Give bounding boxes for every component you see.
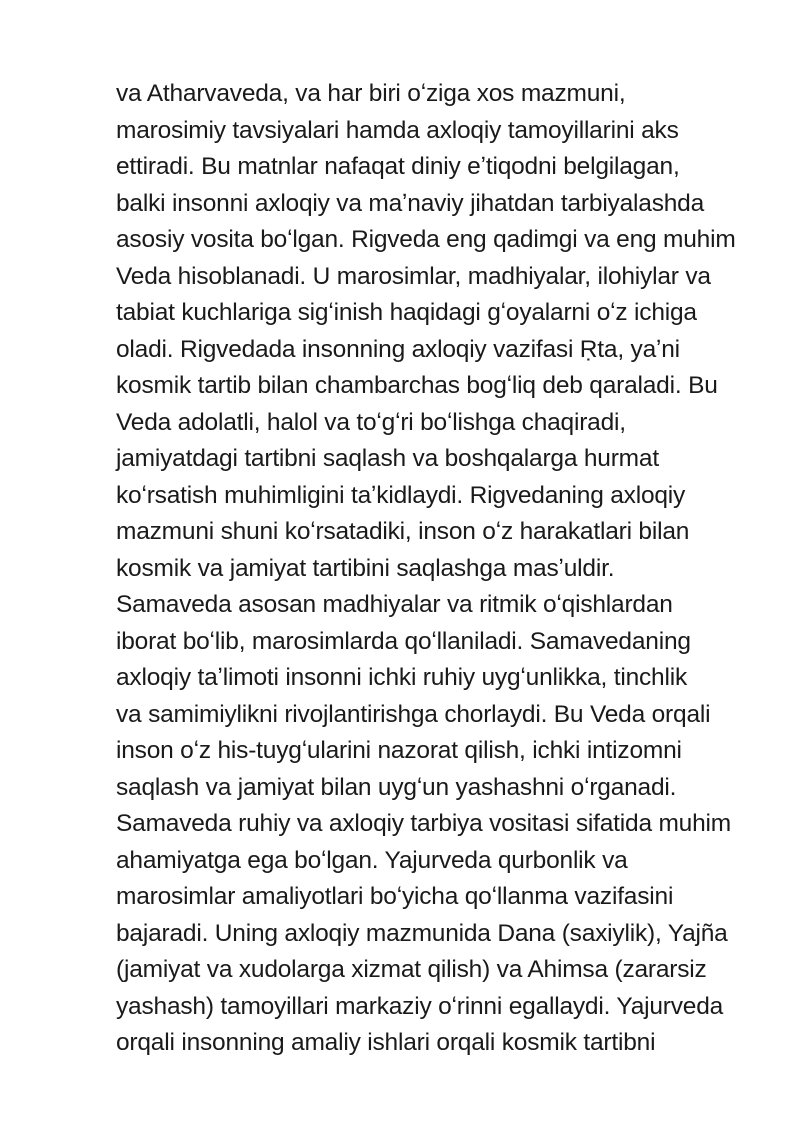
text-line: kosmik tartib bilan chambarchas bogʻliq deb qaraladi. Bu: [116, 372, 718, 399]
text-line: ettiradi. Bu matnlar nafaqat diniy eʼtiqodni belgilagan,: [116, 153, 680, 180]
text-line: ahamiyatga ega boʻlgan. Yajurveda qurbonlik va: [116, 846, 628, 874]
text-line: oladi. Rigvedada insonning axloqiy vazifasi Ṛta, yaʼni: [116, 335, 680, 363]
text-line: Samaveda asosan madhiyalar va ritmik oʻqishlardan: [116, 591, 673, 618]
text-line: orqali insonning amaliy ishlari orqali kosmik tartibni: [116, 1029, 656, 1056]
text-line: jamiyatdagi tartibni saqlash va boshqalarga hurmat: [116, 445, 659, 472]
text-line: kosmik va jamiyat tartibini saqlashga masʼuldir.: [116, 554, 615, 582]
text-line: va samimiylikni rivojlantirishga chorlaydi. Bu Veda orqali: [116, 700, 711, 728]
text-line: balki insonni axloqiy va maʼnaviy jihatdan tarbiyalashda: [116, 189, 705, 217]
body-text: [116, 76, 756, 1062]
text-line: tabiat kuchlariga sigʻinish haqidagi gʻoyalarni oʻz ichiga: [116, 299, 697, 326]
text-line: axloqiy taʼlimoti insonni ichki ruhiy uygʻunlikka, tinchlik: [116, 664, 688, 691]
text-line: bajaradi. Uning axloqiy mazmunida Dana (saxiylik), Yajña: [116, 919, 728, 947]
text-line: koʻrsatish muhimligini taʼkidlaydi. Rigvedaning axloqiy: [116, 481, 686, 509]
text-line: (jamiyat va xudolarga xizmat qilish) va Ahimsa (zararsiz: [116, 956, 707, 983]
text-line: marosimlar amaliyotlari boʻyicha qoʻllanma vazifasini: [116, 883, 674, 910]
text-line: inson oʻz his-tuygʻularini nazorat qilish, ichki intizomni: [116, 737, 682, 764]
text-line: asosiy vosita boʻlgan. Rigveda eng qadimgi va eng muhim: [116, 226, 736, 253]
text-line: va Atharvaveda, va har biri oʻziga xos mazmuni,: [116, 80, 626, 107]
text-line: marosimiy tavsiyalari hamda axloqiy tamoyillarini aks: [116, 116, 679, 144]
text-line: mazmuni shuni koʻrsatadiki, inson oʻz harakatlari bilan: [116, 518, 690, 545]
text-line: saqlash va jamiyat bilan uygʻun yashashni oʻrganadi.: [116, 773, 677, 801]
text-line: Veda adolatli, halol va toʻgʻri boʻlishga chaqiradi,: [116, 408, 626, 436]
text-line: yashash) tamoyillari markaziy oʻrinni egallaydi. Yajurveda: [116, 992, 724, 1020]
text-line: iborat boʻlib, marosimlarda qoʻllaniladi. Samavedaning: [116, 627, 691, 655]
text-line: Veda hisoblanadi. U marosimlar, madhiyalar, ilohiylar va: [116, 262, 711, 290]
text-line: Samaveda ruhiy va axloqiy tarbiya vositasi sifatida muhim: [116, 810, 731, 837]
